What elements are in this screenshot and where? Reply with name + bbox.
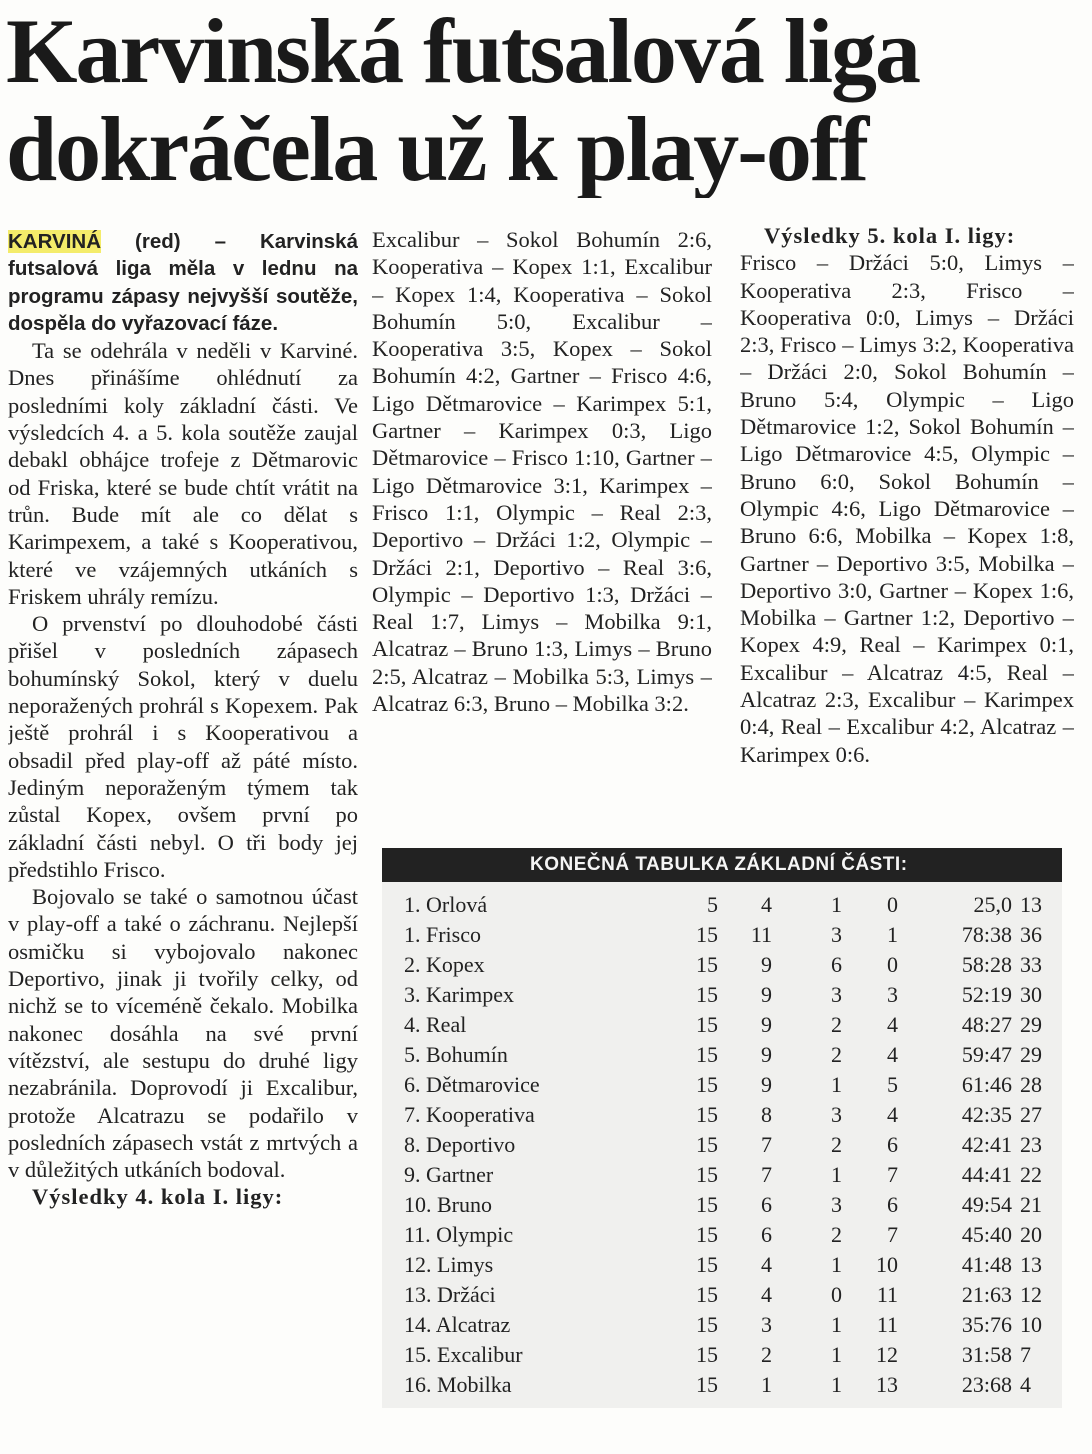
losses-cell: 12 xyxy=(876,1342,898,1367)
draws-cell: 3 xyxy=(831,1102,842,1127)
score-cell: 49:54 xyxy=(961,1192,1012,1217)
table-row xyxy=(382,890,1062,920)
losses-cell: 6 xyxy=(887,1132,898,1157)
article-column-3 xyxy=(740,222,1074,834)
points-cell: 4 xyxy=(1020,1372,1031,1397)
round5-results: Frisco – Držáci 5:0, Limys – Kooperativa 2:3, Frisco – Kooperativa 0:0, Limys – Držáci 2:3, Frisco – Limys 3:2, Kooperativa – Držáci 2:0, Sokol Bohumín – Bruno 5:4, Olympic – Ligo Dětmarovice 1:2, Sokol Bohumín – Ligo Dětmarovice 4:5, Olympic – Bruno 6:0, Sokol Bohumín – Olympic 4:6, Ligo Dětmarovice – Bruno 6:6, Mobilka – Kopex 1:8, Gartner – Deportivo 3:5, Mobilka – Deportivo 3:0, Gartner – Kopex 1:6, Mobilka – Gartner 1:2, Deportivo – Kopex 4:9, Real – Karimpex 0:1, Excalibur – Alcatraz 4:5, Real – Alcatraz 2:3, Excalibur – Karimpex 0:4, Real – Excalibur 4:2, Alcatraz – Karimpex 0:6. xyxy=(740,250,1074,767)
table-row xyxy=(382,1160,1062,1190)
wins-cell: 2 xyxy=(761,1342,772,1367)
score-cell: 42:41 xyxy=(961,1132,1012,1157)
table-row xyxy=(382,1220,1062,1250)
team-name-cell: 9. Gartner xyxy=(404,1162,494,1187)
score-cell: 45:40 xyxy=(961,1222,1012,1247)
points-cell: 21 xyxy=(1020,1192,1042,1217)
table-row xyxy=(382,1010,1062,1040)
played-cell: 15 xyxy=(696,952,718,977)
team-name-cell: 14. Alcatraz xyxy=(404,1312,511,1337)
wins-cell: 9 xyxy=(761,1072,772,1097)
points-cell: 20 xyxy=(1020,1222,1042,1247)
team-name-cell: 2. Kopex xyxy=(404,952,485,977)
losses-cell: 10 xyxy=(876,1252,898,1277)
losses-cell: 4 xyxy=(887,1012,898,1037)
points-cell: 13 xyxy=(1020,892,1042,917)
wins-cell: 4 xyxy=(761,1252,772,1277)
table-row xyxy=(382,920,1062,950)
score-cell: 41:48 xyxy=(961,1252,1012,1277)
wins-cell: 8 xyxy=(761,1102,772,1127)
draws-cell: 1 xyxy=(831,1252,842,1277)
points-cell: 12 xyxy=(1020,1282,1042,1307)
wins-cell: 7 xyxy=(761,1162,772,1187)
table-row xyxy=(382,1310,1062,1340)
team-name-cell: 3. Karimpex xyxy=(404,982,514,1007)
draws-cell: 0 xyxy=(831,1282,842,1307)
losses-cell: 0 xyxy=(887,892,898,917)
score-cell: 58:28 xyxy=(961,952,1012,977)
losses-cell: 11 xyxy=(876,1282,898,1307)
team-name-cell: 4. Real xyxy=(404,1012,467,1037)
losses-cell: 4 xyxy=(887,1042,898,1067)
played-cell: 15 xyxy=(696,1072,718,1097)
table-row xyxy=(382,950,1062,980)
draws-cell: 3 xyxy=(831,1192,842,1217)
played-cell: 5 xyxy=(707,892,718,917)
points-cell: 13 xyxy=(1020,1252,1042,1277)
table-row xyxy=(382,1100,1062,1130)
points-cell: 30 xyxy=(1020,982,1042,1007)
standings-rows xyxy=(382,882,1062,1400)
wins-cell: 4 xyxy=(761,892,772,917)
article-column-2 xyxy=(372,226,712,836)
wins-cell: 6 xyxy=(761,1192,772,1217)
score-cell: 61:46 xyxy=(961,1072,1012,1097)
wins-cell: 4 xyxy=(761,1282,772,1307)
losses-cell: 7 xyxy=(887,1222,898,1247)
played-cell: 15 xyxy=(696,1312,718,1337)
losses-cell: 6 xyxy=(887,1192,898,1217)
score-cell: 52:19 xyxy=(961,982,1012,1007)
wins-cell: 11 xyxy=(750,922,772,947)
losses-cell: 13 xyxy=(876,1372,898,1397)
score-cell: 78:38 xyxy=(961,922,1012,947)
points-cell: 10 xyxy=(1020,1312,1042,1337)
played-cell: 15 xyxy=(696,1222,718,1247)
score-cell: 31:58 xyxy=(961,1342,1012,1367)
team-name-cell: 15. Excalibur xyxy=(404,1342,523,1367)
draws-cell: 1 xyxy=(831,892,842,917)
wins-cell: 6 xyxy=(761,1222,772,1247)
wins-cell: 9 xyxy=(761,1012,772,1037)
lead-text: (red) – Karvinská futsalová liga měla v lednu na programu zápasy nejvyšší soutěže, dospěla do vyřazovací fáze. xyxy=(8,230,358,335)
draws-cell: 1 xyxy=(831,1372,842,1397)
draws-cell: 1 xyxy=(831,1072,842,1097)
wins-cell: 3 xyxy=(761,1312,772,1337)
headline-line-1: Karvinská futsalová liga xyxy=(6,2,920,102)
table-row xyxy=(382,1340,1062,1370)
played-cell: 15 xyxy=(696,1012,718,1037)
article-lead xyxy=(8,228,358,337)
losses-cell: 1 xyxy=(887,922,898,947)
team-name-cell: 6. Dětmarovice xyxy=(404,1072,540,1097)
score-cell: 59:47 xyxy=(961,1042,1012,1067)
played-cell: 15 xyxy=(696,922,718,947)
draws-cell: 2 xyxy=(831,1012,842,1037)
played-cell: 15 xyxy=(696,1282,718,1307)
points-cell: 28 xyxy=(1020,1072,1042,1097)
team-name-cell: 8. Deportivo xyxy=(404,1132,516,1157)
table-row xyxy=(382,1250,1062,1280)
draws-cell: 2 xyxy=(831,1042,842,1067)
score-cell: 25,0 xyxy=(973,892,1012,917)
round4-heading: Výsledky 4. kola I. ligy: xyxy=(32,1184,284,1210)
wins-cell: 9 xyxy=(761,982,772,1007)
draws-cell: 1 xyxy=(831,1342,842,1367)
played-cell: 15 xyxy=(696,1192,718,1217)
played-cell: 15 xyxy=(696,1162,718,1187)
wins-cell: 1 xyxy=(761,1372,772,1397)
team-name-cell: 13. Držáci xyxy=(404,1282,496,1307)
team-name-cell: 1. Orlová xyxy=(404,892,488,917)
losses-cell: 11 xyxy=(876,1312,898,1337)
round5-heading: Výsledky 5. kola I. ligy: xyxy=(764,223,1016,248)
draws-cell: 1 xyxy=(831,1312,842,1337)
points-cell: 27 xyxy=(1020,1102,1042,1127)
losses-cell: 4 xyxy=(887,1102,898,1127)
wins-cell: 7 xyxy=(761,1132,772,1157)
article-paragraph-2: O prvenství po dlouhodobé části přišel v posledních zápasech bohumínský Sokol, který v duelu neporažených prohrál s Kopexem. Pak ještě prohrál i s Kooperativou a obsadil před play-off až páté místo. Jediným neporaženým týmem tak zůstal Kopex, ovšem první po základní části nebyl. O tři body jej předstihlo Frisco. xyxy=(8,611,358,882)
losses-cell: 5 xyxy=(887,1072,898,1097)
standings-title: KONEČNÁ TABULKA ZÁKLADNÍ ČÁSTI: xyxy=(382,848,1062,882)
team-name-cell: 5. Bohumín xyxy=(404,1042,508,1067)
team-name-cell: 11. Olympic xyxy=(404,1222,514,1247)
headline xyxy=(6,2,1086,198)
points-cell: 33 xyxy=(1020,952,1042,977)
played-cell: 15 xyxy=(696,1132,718,1157)
played-cell: 15 xyxy=(696,1042,718,1067)
wins-cell: 9 xyxy=(761,1042,772,1067)
headline-line-2: dokráčela už k play-off xyxy=(6,98,868,198)
score-cell: 48:27 xyxy=(961,1012,1012,1037)
points-cell: 23 xyxy=(1020,1132,1042,1157)
table-row xyxy=(382,1280,1062,1310)
score-cell: 21:63 xyxy=(961,1282,1012,1307)
table-row xyxy=(382,1070,1062,1100)
table-row xyxy=(382,1370,1062,1400)
score-cell: 42:35 xyxy=(961,1102,1012,1127)
article-paragraph-3: Bojovalo se také o samotnou účast v play-off a také o záchranu. Nejlepší osmičku si vybojovalo nakonec Deportivo, jinak ji tvořily celky, od nichž se to víceméně čekalo. Mobilka nakonec dosáhla na své první vítězství, ale sestupu do druhé ligy nezabránila. Doprovodí ji Excalibur, protože Alcatrazu se podařilo v posledních zápasech vstát z mrtvých a v důležitých utkáních bodoval. xyxy=(8,884,358,1183)
score-cell: 23:68 xyxy=(961,1372,1012,1397)
standings-table xyxy=(382,848,1062,1408)
points-cell: 22 xyxy=(1020,1162,1042,1187)
played-cell: 15 xyxy=(696,1342,718,1367)
article-column-1 xyxy=(8,228,358,1428)
losses-cell: 3 xyxy=(887,982,898,1007)
losses-cell: 7 xyxy=(887,1162,898,1187)
wins-cell: 9 xyxy=(761,952,772,977)
team-name-cell: 16. Mobilka xyxy=(404,1372,512,1397)
draws-cell: 1 xyxy=(831,1162,842,1187)
draws-cell: 2 xyxy=(831,1132,842,1157)
score-cell: 44:41 xyxy=(961,1162,1012,1187)
team-name-cell: 7. Kooperativa xyxy=(404,1102,535,1127)
draws-cell: 2 xyxy=(831,1222,842,1247)
dateline: KARVINÁ xyxy=(8,230,102,253)
team-name-cell: 1. Frisco xyxy=(404,922,481,947)
draws-cell: 3 xyxy=(831,982,842,1007)
team-name-cell: 12. Limys xyxy=(404,1252,494,1277)
score-cell: 35:76 xyxy=(961,1312,1012,1337)
played-cell: 15 xyxy=(696,1372,718,1397)
played-cell: 15 xyxy=(696,1102,718,1127)
points-cell: 29 xyxy=(1020,1012,1042,1037)
team-name-cell: 10. Bruno xyxy=(404,1192,492,1217)
draws-cell: 3 xyxy=(831,922,842,947)
table-row xyxy=(382,1190,1062,1220)
table-row xyxy=(382,1130,1062,1160)
played-cell: 15 xyxy=(696,982,718,1007)
points-cell: 29 xyxy=(1020,1042,1042,1067)
played-cell: 15 xyxy=(696,1252,718,1277)
losses-cell: 0 xyxy=(887,952,898,977)
round4-results: Excalibur – Sokol Bohumín 2:6, Kooperativa – Kopex 1:1, Excalibur – Kopex 1:4, Kooperativa – Sokol Bohumín 5:0, Excalibur – Kooperativa 3:5, Kopex – Sokol Bohumín 4:2, Gartner – Frisco 4:6, Ligo Dětmarovice – Karimpex 5:1, Gartner – Karimpex 0:3, Ligo Dětmarovice – Frisco 1:10, Gartner – Ligo Dětmarovice 3:1, Karimpex – Frisco 1:1, Olympic – Real 2:3, Deportivo – Držáci 1:2, Olympic – Držáci 2:1, Deportivo – Real 3:6, Olympic – Deportivo 1:3, Držáci – Real 1:7, Limys – Mobilka 9:1, Alcatraz – Bruno 1:3, Limys – Bruno 2:5, Alcatraz – Mobilka 5:3, Limys – Alcatraz 6:3, Bruno – Mobilka 3:2. xyxy=(372,227,712,717)
points-cell: 7 xyxy=(1020,1342,1031,1367)
draws-cell: 6 xyxy=(831,952,842,977)
article-paragraph-1: Ta se odehrála v neděli v Karviné. Dnes přinášíme ohlédnutí za posledními koly základní části. Ve výsledcích 4. a 5. kola soutěže zaujal debakl obhájce trofeje z Dětmarovic od Friska, které se bude chtít vrátit na trůn. Bude mít ale co dělat s Karimpexem, a také s Kooperativou, které ve vzájemných utkáních s Friskem uhrály remízu. xyxy=(8,338,358,609)
table-row xyxy=(382,1040,1062,1070)
table-row xyxy=(382,980,1062,1010)
points-cell: 36 xyxy=(1020,922,1042,947)
